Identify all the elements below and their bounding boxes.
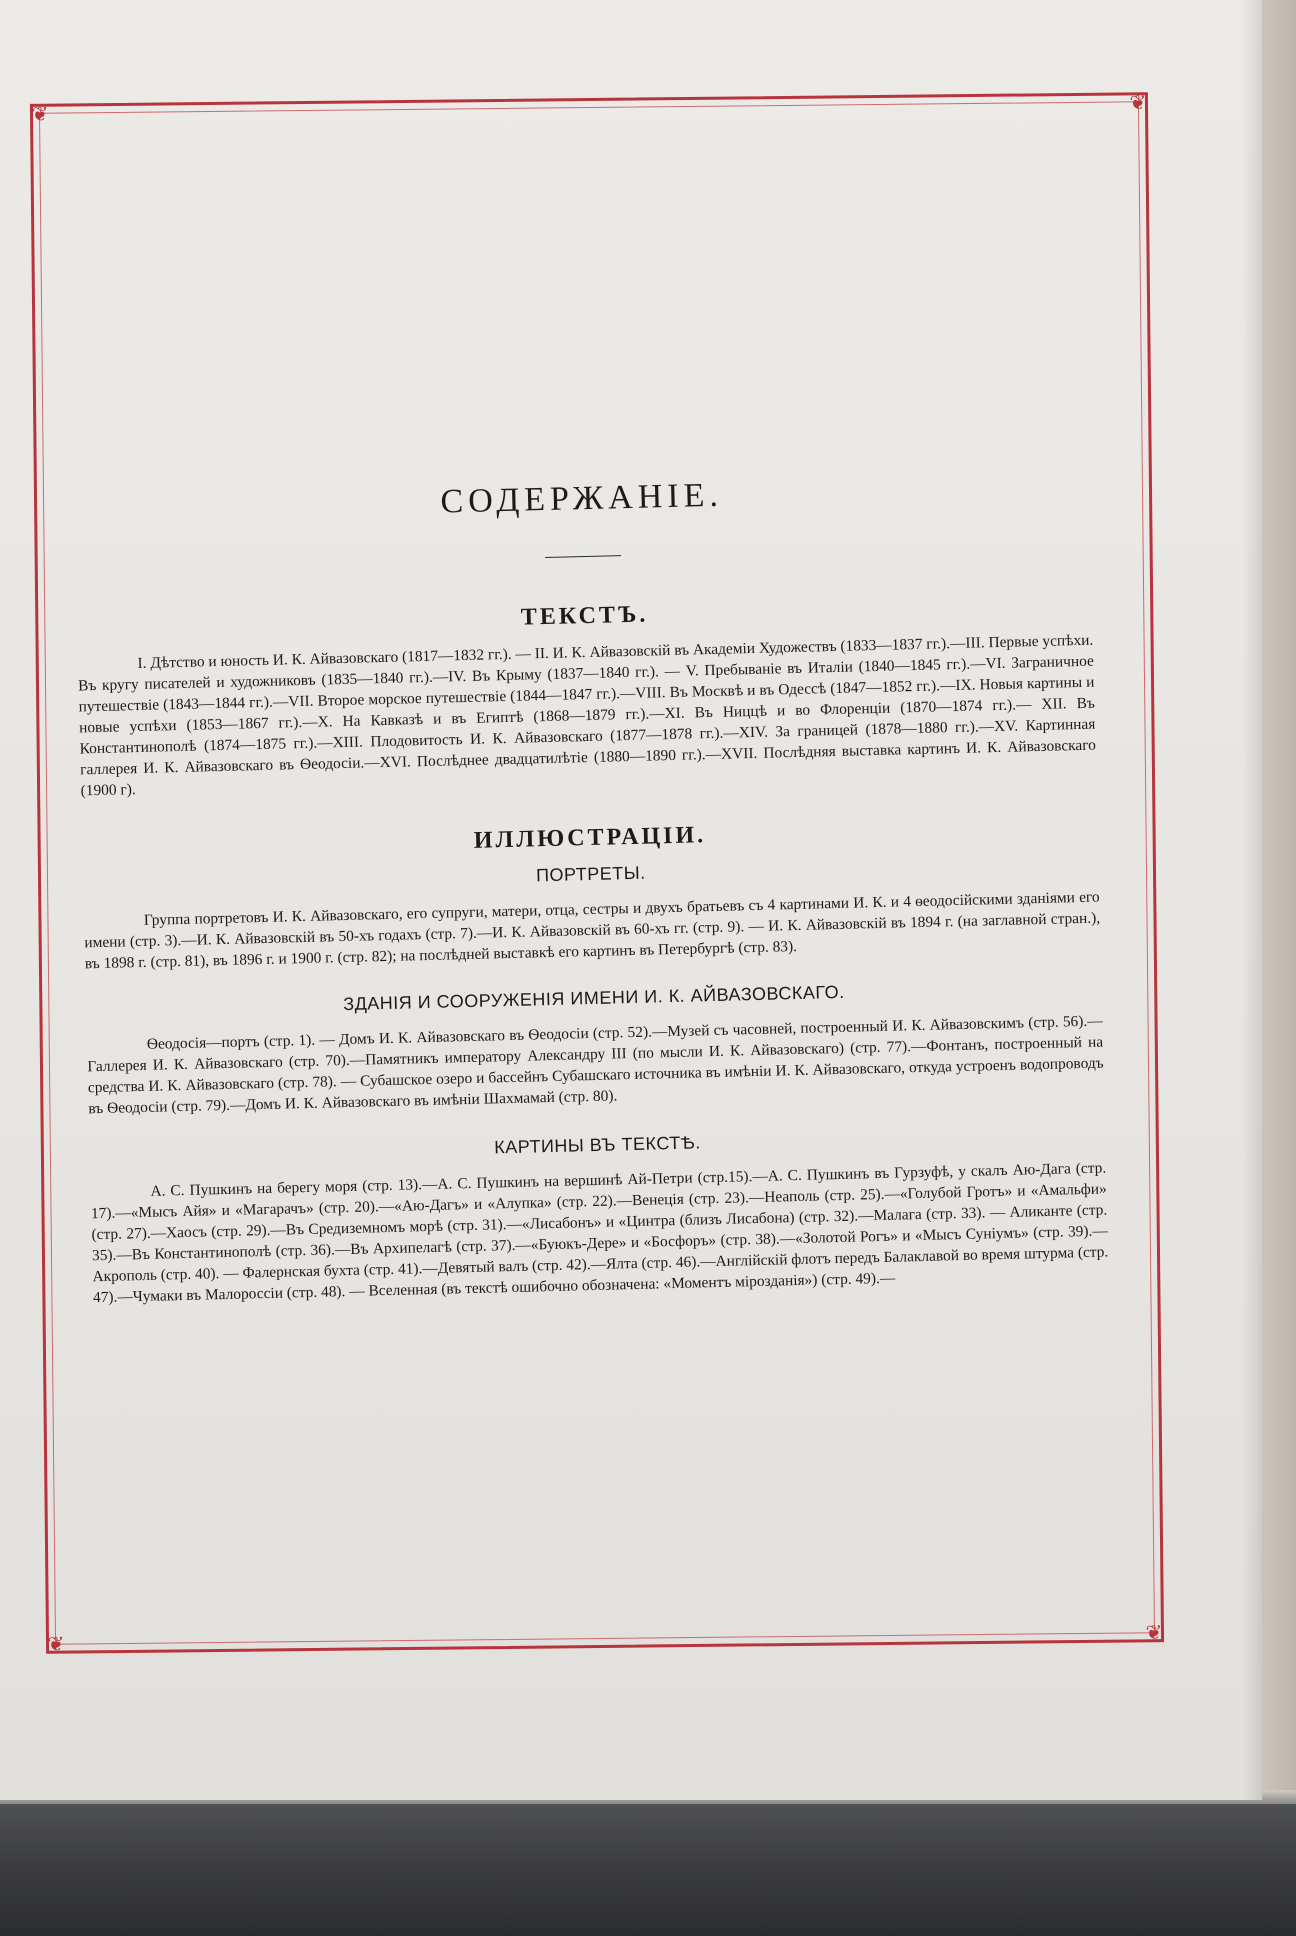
page-shadow bbox=[1242, 0, 1262, 1800]
buildings-heading: ЗДАНІЯ И СООРУЖЕНІЯ ИМЕНИ И. К. АЙВАЗОВСКАГО. bbox=[342, 981, 845, 1015]
corner-ornament-icon: ❦ bbox=[47, 1631, 65, 1656]
buildings-body: Ѳеодосія—портъ (стр. 1). — Домъ И. К. Айвазовскаго въ Ѳеодосіи (стр. 52).—Музей съ часовней, построенный И. К. Айвазовскимъ (стр. 56).—Галлерея И. К. Айвазовскаго (стр. 70).—Памятникъ императору Александру III (по мысли И. К. Айвазовскаго) (стр. 77).—Фонтанъ, построенный на средства И. К. Айвазовскаго (стр. 78). — Субашское озеро и бассейнъ Субашскаго источника въ имѣніи И. К. Айвазовскаго, откуда устроенъ водопроводъ въ Ѳеодосіи (стр. 79).—Домъ И. К. Айвазовскаго въ имѣніи Шахмамай (стр. 80). bbox=[87, 1012, 1104, 1118]
corner-ornament-icon: ❦ bbox=[31, 101, 49, 126]
page-title: СОДЕРЖАНІЕ. bbox=[440, 476, 724, 521]
title-divider bbox=[545, 555, 621, 558]
text-section-body: I. Дѣтство и юность И. К. Айвазовскаго (1817—1832 гг.). — II. И. К. Айвазовскій въ Академіи Художествъ (1833—1837 гг.).—III. Первые успѣхи. Въ кругу писателей и художниковъ (1835—1840 гг.).—IV. Въ Крыму (1837—1840 гг.). — V. Пребываніе въ Италіи (1840—1845 гг.).—VI. Заграничное путешествіе (1843—1844 гг.).—VII. Второе морское путешествіе (1844—1847 гг.).—VIII. Въ Москвѣ и въ Одессѣ (1847—1852 гг.).—IX. Новыя картины и новые успѣхи (1853—1867 гг.).—X. На Кавказѣ и въ Египтѣ (1868—1879 гг.).—XI. Въ Ниццѣ и во Флоренціи (1870—1874 гг.).— XII. Въ Константинополѣ (1874—1875 гг.).—XIII. Плодовитость И. К. Айвазовскаго (1877—1878 гг.).—XIV. За границей (1878—1880 гг.).—XV. Картинная галлерея И. К. Айвазовскаго въ Ѳеодосіи.—XVI. Послѣднее двадцатилѣтіе (1880—1890 гг.).—XVII. Послѣдняя выставка картинъ И. К. Айвазовскаго (1900 г). bbox=[77, 631, 1097, 800]
text-section-heading: ТЕКСТЪ. bbox=[520, 601, 649, 631]
illustrations-section-heading: ИЛЛЮСТРАЦІИ. bbox=[473, 822, 707, 854]
paintings-body: А. С. Пушкинъ на берегу моря (стр. 13).—А. С. Пушкинъ на вершинѣ Ай-Петри (стр.15).—А. С. Пушкинъ въ Гурзуфѣ, у скалъ Аю-Дага (стр. 17).—«Мысъ Айя» и «Магарачъ» (стр. 20).—«Аю-Дагъ» и «Алупка» (стр. 22).—Венеція (стр. 23).—Неаполь (стр. 25).—«Голубой Гротъ» и «Амальфи» (стр. 27).—Хаосъ (стр. 29).—Въ Средиземномъ морѣ (стр. 31).—«Лисабонъ» и «Цинтра (близъ Лисабона) (стр. 32).—Малага (стр. 33). — Аликанте (стр. 35).—Въ Константинополѣ (стр. 36).—Въ Архипелагѣ (стр. 37).—«Буюкъ-Дере» и «Босфоръ» (стр. 38).—«Золотой Рогъ» и «Мысъ Суніумъ» (стр. 39).—Акрополь (стр. 40). — Фалернская бухта (стр. 41).—Девятый валъ (стр. 42).—Ялта (стр. 46).—Англійскій флотъ передъ Балаклавой во время штурма (стр. 47).—Чумаки въ Малороссіи (стр. 48). — Вселенная (въ текстѣ ошибочно обозначена: «Моментъ мірозданія») (стр. 49).— bbox=[90, 1159, 1109, 1307]
corner-ornament-icon: ❦ bbox=[1129, 90, 1147, 115]
tabletop-background bbox=[0, 1786, 1296, 1936]
corner-ornament-icon: ❦ bbox=[1145, 1620, 1163, 1645]
portraits-heading: ПОРТРЕТЫ. bbox=[535, 862, 646, 886]
table-of-contents bbox=[59, 369, 1121, 1308]
paintings-heading: КАРТИНЫ ВЪ ТЕКСТѢ. bbox=[494, 1132, 701, 1158]
portraits-body: Группа портретовъ И. К. Айвазовскаго, его супруги, матери, отца, сестры и двухъ братьевъ съ 4 картинами И. К. и 4 ѳеодосійскими зданіями его имени (стр. 3).—И. К. Айвазовскій въ 50-хъ годахъ (стр. 7).—И. К. Айвазовскій въ 60-хъ гг. (стр. 9). — И. К. Айвазовскій въ 1894 г. (на заглавной стран.), въ 1898 г. (стр. 81), въ 1896 г. и 1900 г. (стр. 82); на послѣдней выставкѣ его картинъ въ Петербургѣ (стр. 83). bbox=[84, 888, 1101, 973]
